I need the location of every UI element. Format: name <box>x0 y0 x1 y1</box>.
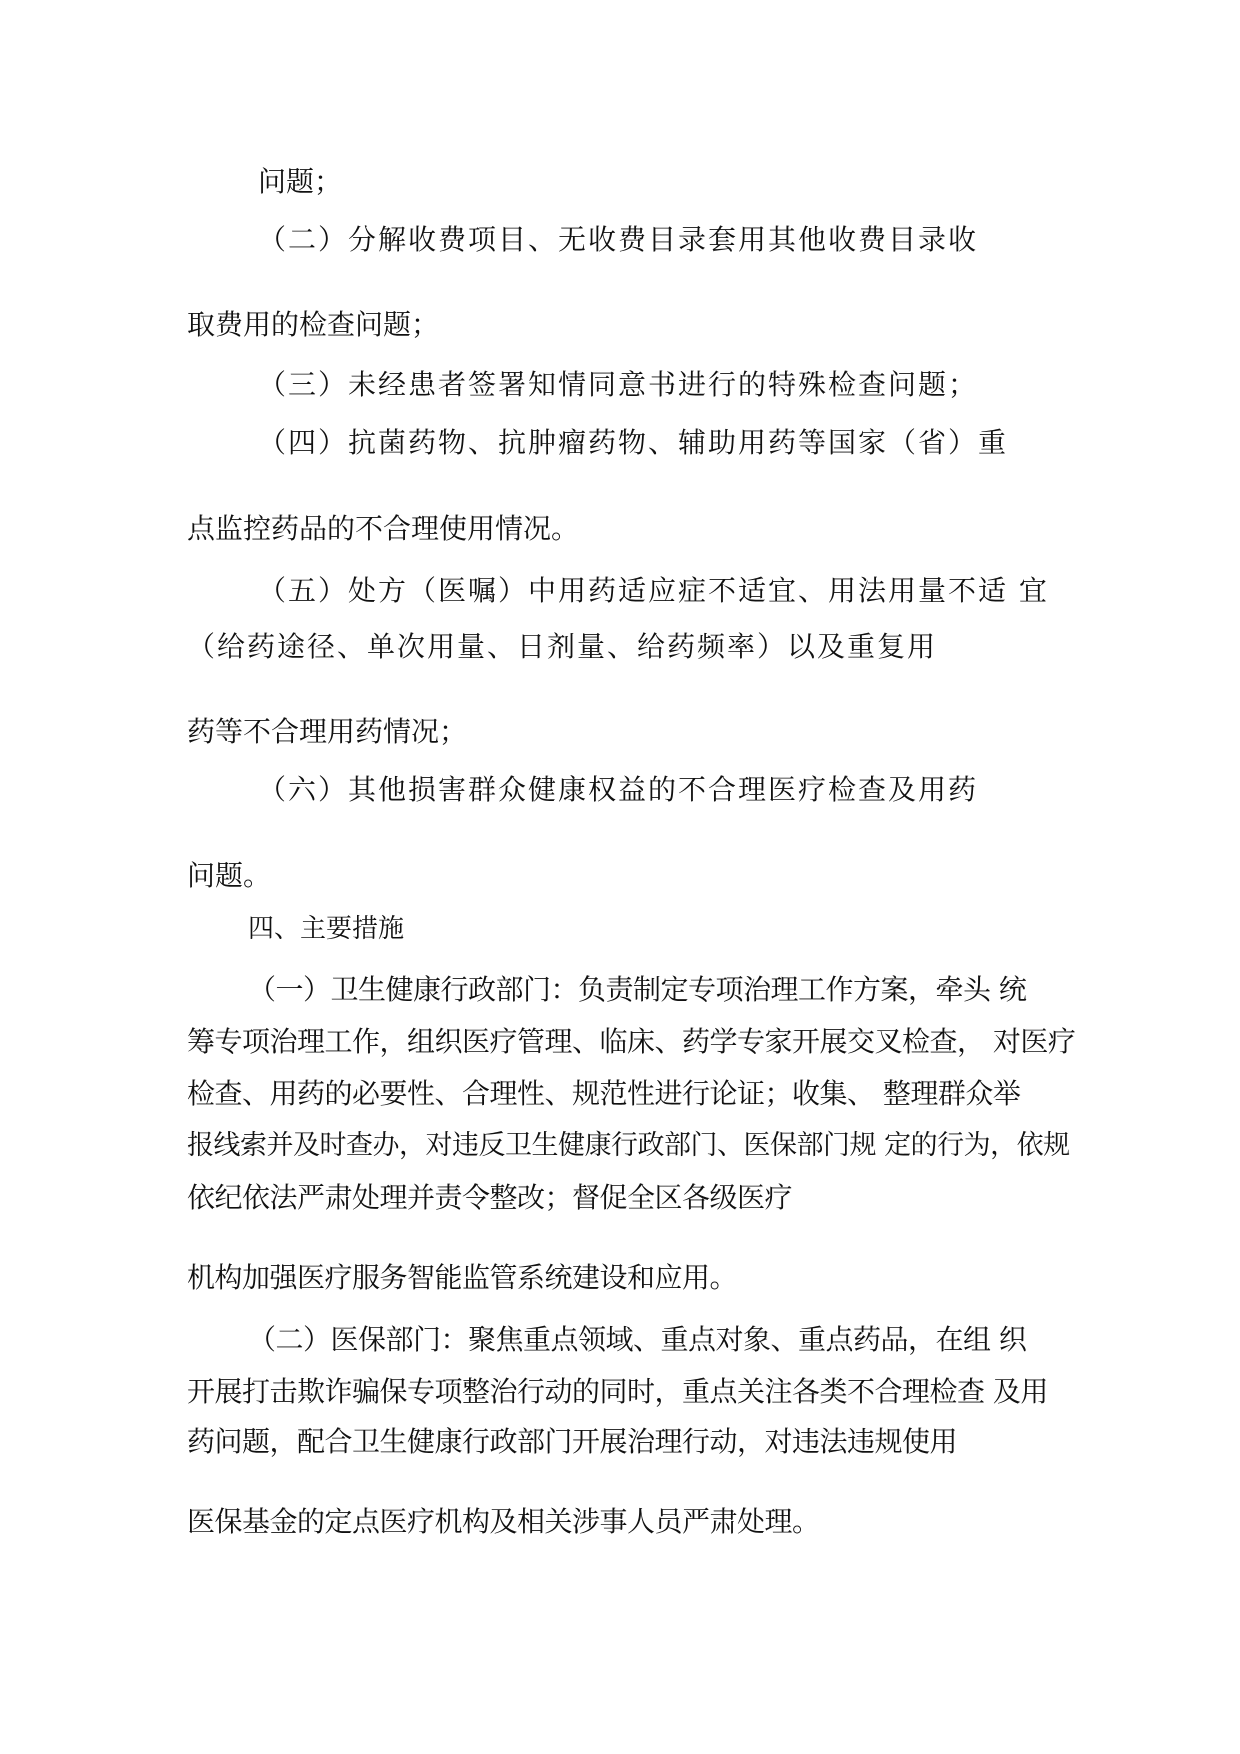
text-line: （二）医保部门：聚焦重点领域、重点对象、重点药品，在组 织 <box>248 1323 1027 1356</box>
text-line: （四）抗菌药物、抗肿瘤药物、辅助用药等国家（省）重 <box>258 426 1009 459</box>
text-line: 取费用的检查问题； <box>187 308 440 341</box>
text-line: 依纪依法严肃处理并责令整改；督促全区各级医疗 <box>187 1181 793 1214</box>
text-line: 开展打击欺诈骗保专项整治行动的同时，重点关注各类不合理检查 及用 <box>187 1375 1048 1408</box>
text-line: 报线索并及时查办，对违反卫生健康行政部门、医保部门规 定的行为，依规 <box>187 1130 1070 1161</box>
text-line: 机构加强医疗服务智能监管系统建设和应用。 <box>187 1261 738 1294</box>
text-line: 筹专项治理工作，组织医疗管理、临床、药学专家开展交叉检查， 对医疗 <box>187 1025 1076 1058</box>
text-line: 检查、用药的必要性、合理性、规范性进行论证；收集、 整理群众举 <box>187 1077 1021 1110</box>
section-heading: 四、主要措施 <box>248 914 405 944</box>
text-line: 问题。 <box>187 859 272 892</box>
text-line: 医保基金的定点医疗机构及相关涉事人员严肃处理。 <box>187 1505 820 1538</box>
text-line: 药问题，配合卫生健康行政部门开展治理行动，对违法违规使用 <box>187 1425 958 1458</box>
text-line: 药等不合理用药情况； <box>187 715 468 748</box>
text-line: （三）未经患者签署知情同意书进行的特殊检查问题； <box>258 368 979 401</box>
text-line: 点监控药品的不合理使用情况。 <box>187 512 580 545</box>
text-line: 问题； <box>258 165 343 198</box>
text-line: （五）处方（医嘱）中用药适应症不适宜、用法用量不适 宜 <box>258 574 1049 607</box>
text-line: （二）分解收费项目、无收费目录套用其他收费目录收 <box>258 223 979 256</box>
text-line: （六）其他损害群众健康权益的不合理医疗检查及用药 <box>258 773 979 806</box>
text-line: （给药途径、单次用量、日剂量、给药频率）以及重复用 <box>187 630 938 663</box>
text-line: （一）卫生健康行政部门：负责制定专项治理工作方案，牵头 统 <box>248 973 1027 1006</box>
